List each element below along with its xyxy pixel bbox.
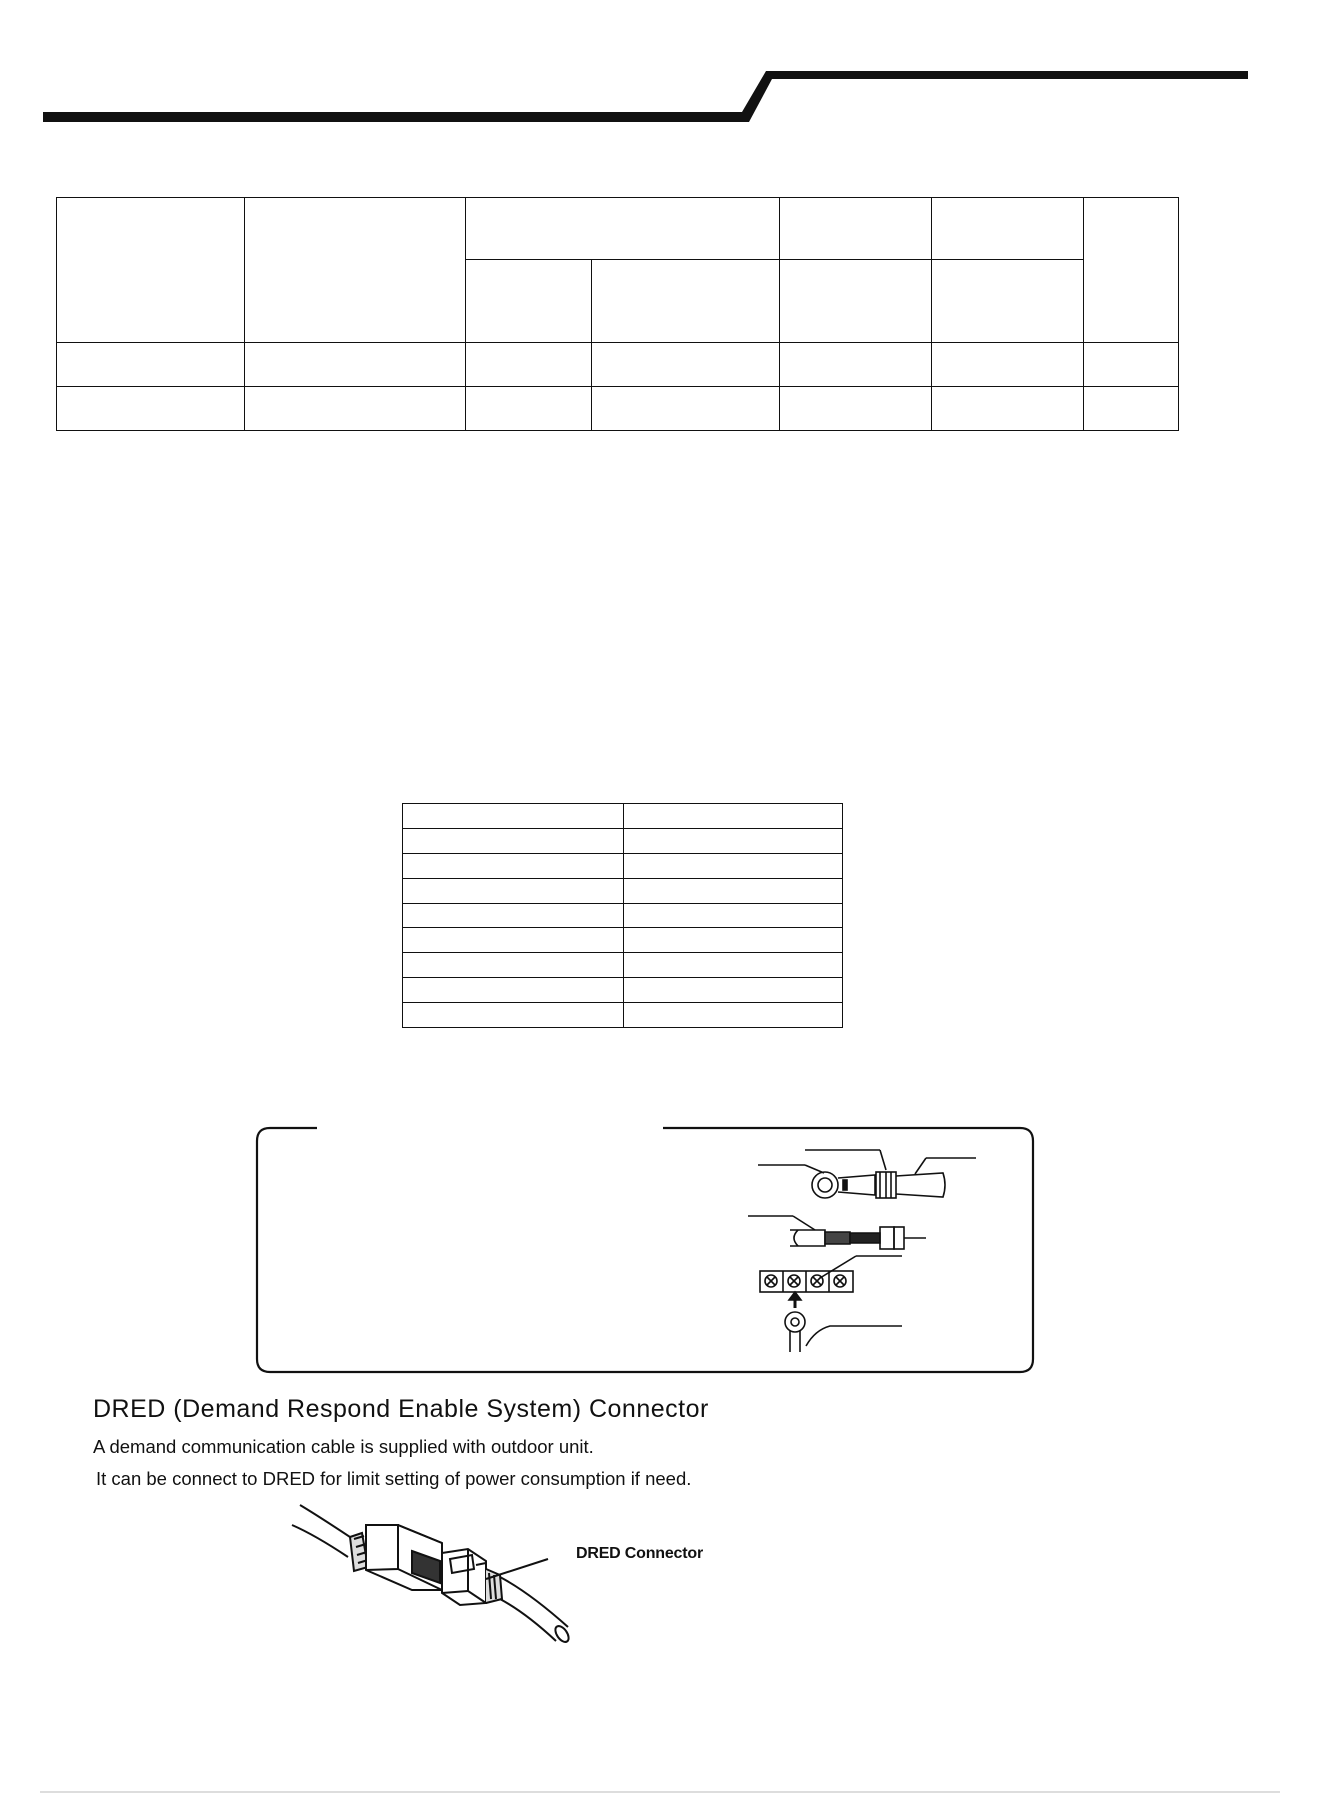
spec-header-cell xyxy=(465,198,780,260)
table-row xyxy=(403,853,843,878)
table-row xyxy=(57,342,1179,386)
wire-cell xyxy=(403,878,624,903)
table-row xyxy=(403,1003,843,1028)
table-row xyxy=(403,878,843,903)
wire-cell xyxy=(624,1003,843,1028)
spec-cell xyxy=(57,386,245,430)
header-rule xyxy=(0,0,1324,130)
spec-cell xyxy=(780,342,932,386)
spec-cell xyxy=(1084,342,1179,386)
wire-cell xyxy=(403,828,624,853)
wire-cell xyxy=(624,953,843,978)
spec-header-cell xyxy=(57,198,245,343)
table-row xyxy=(403,953,843,978)
wire-cell xyxy=(624,828,843,853)
spec-header-cell xyxy=(1084,198,1179,343)
wire-cell xyxy=(403,953,624,978)
wire-cell xyxy=(403,853,624,878)
table-row xyxy=(403,978,843,1003)
table-row xyxy=(57,386,1179,430)
wire-cell xyxy=(624,928,843,953)
table-row xyxy=(403,804,843,829)
wire-table xyxy=(402,803,843,1028)
spec-cell xyxy=(1084,386,1179,430)
dred-connector-label: DRED Connector xyxy=(576,1545,703,1562)
spec-cell xyxy=(465,386,591,430)
spec-cell xyxy=(465,342,591,386)
wire-cell xyxy=(403,1003,624,1028)
spec-table xyxy=(56,197,1179,431)
terminal-block-illustration xyxy=(760,1256,902,1352)
spec-cell xyxy=(591,386,780,430)
ring-terminal-illustration xyxy=(758,1150,976,1198)
spec-cell xyxy=(932,342,1084,386)
dred-connector-illustration xyxy=(290,1495,610,1675)
wire-cell xyxy=(624,853,843,878)
spec-header-cell xyxy=(244,198,465,343)
spec-cell xyxy=(932,386,1084,430)
dred-description-line-2: It can be connect to DRED for limit setting of power consumption if need. xyxy=(96,1468,692,1489)
wire-cell xyxy=(624,978,843,1003)
wire-cell xyxy=(624,804,843,829)
spec-header-cell xyxy=(780,260,932,342)
spec-cell xyxy=(57,342,245,386)
spec-header-cell xyxy=(932,198,1084,260)
spec-header-cell xyxy=(932,260,1084,342)
spec-cell xyxy=(591,342,780,386)
spec-header-cell xyxy=(465,260,591,342)
table-row xyxy=(403,903,843,928)
spec-cell xyxy=(244,342,465,386)
dred-description-line-1: A demand communication cable is supplied with outdoor unit. xyxy=(93,1436,594,1457)
wire-cell xyxy=(403,978,624,1003)
table-row xyxy=(403,828,843,853)
wire-cell xyxy=(403,928,624,953)
caution-box xyxy=(250,1120,1040,1380)
dred-section-title: DRED (Demand Respond Enable System) Connector xyxy=(93,1395,709,1423)
spec-cell xyxy=(780,386,932,430)
wire-cell xyxy=(403,903,624,928)
spec-cell xyxy=(244,386,465,430)
wire-cell xyxy=(403,804,624,829)
wire-cell xyxy=(624,878,843,903)
table-row xyxy=(403,928,843,953)
wire-cell xyxy=(624,903,843,928)
footer-rule xyxy=(0,1788,1324,1796)
fork-terminal-illustration xyxy=(748,1216,926,1249)
spec-header-cell xyxy=(780,198,932,260)
spec-header-cell xyxy=(591,260,780,342)
